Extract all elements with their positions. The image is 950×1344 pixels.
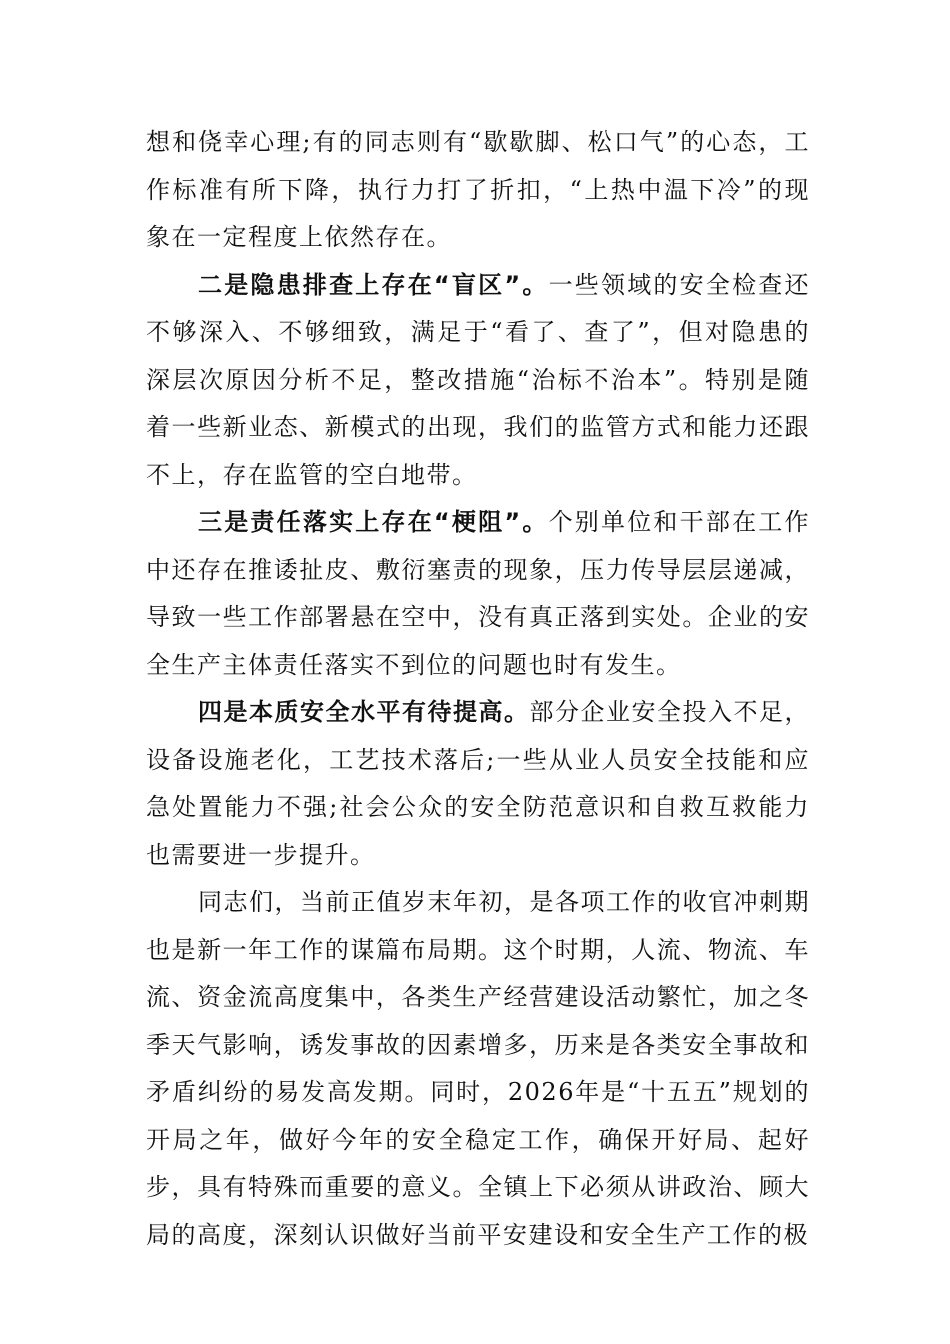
paragraph-text: 一些领域的安全检查还不够深入、不够细致，满足于“看了、查了”，但对隐患的深层次原因分析不足，整改措施“治标不治本”。特别是随着一些新业态、新模式的出现，我们的监管方式和能力还跟不上，存在监管的空白地带。 bbox=[146, 270, 810, 489]
paragraph-text: 个别单位和干部在工作中还存在推诿扯皮、敷衍塞责的现象，压力传导层层递减，导致一些工作部署悬在空中，没有真正落到实处。企业的安全生产主体责任落实不到位的问题也时有发生。 bbox=[146, 508, 810, 679]
paragraph-responsibility bbox=[146, 499, 810, 689]
paragraph-heading: 二是隐患排查上存在“盲区”。 bbox=[198, 270, 549, 299]
document-body bbox=[146, 119, 810, 1259]
paragraph-intrinsic-safety bbox=[146, 689, 810, 879]
paragraph-text: 同志们，当前正值岁末年初，是各项工作的收官冲刺期也是新一年工作的谋篇布局期。这个时期，人流、物流、车流、资金流高度集中，各类生产经营建设活动繁忙，加之冬季天气影响，诱发事故的因素增多，历来是各类安全事故和矛盾纠纷的易发高发期。同时，2026年是“十五五”规划的开局之年，做好今年的安全稳定工作，确保开好局、起好步，具有特殊而重要的意义。全镇上下必须从讲政治、顾大局的高度，深刻认识做好当前平安建设和安全生产工作的极 bbox=[146, 888, 810, 1249]
paragraph-continuation bbox=[146, 119, 810, 262]
paragraph-hidden-danger bbox=[146, 262, 810, 500]
paragraph-text: 部分企业安全投入不足，设备设施老化，工艺技术落后;一些从业人员安全技能和应急处置能力不强;社会公众的安全防范意识和自救互救能力也需要进一步提升。 bbox=[146, 698, 810, 869]
paragraph-comrades bbox=[146, 879, 810, 1259]
paragraph-heading: 四是本质安全水平有待提高。 bbox=[198, 698, 530, 726]
paragraph-heading: 三是责任落实上存在“梗阻”。 bbox=[198, 508, 549, 536]
paragraph-text: 想和侥幸心理;有的同志则有“歇歇脚、松口气”的心态，工作标准有所下降，执行力打了折扣，“上热中温下冷”的现象在一定程度上依然存在。 bbox=[146, 128, 810, 251]
